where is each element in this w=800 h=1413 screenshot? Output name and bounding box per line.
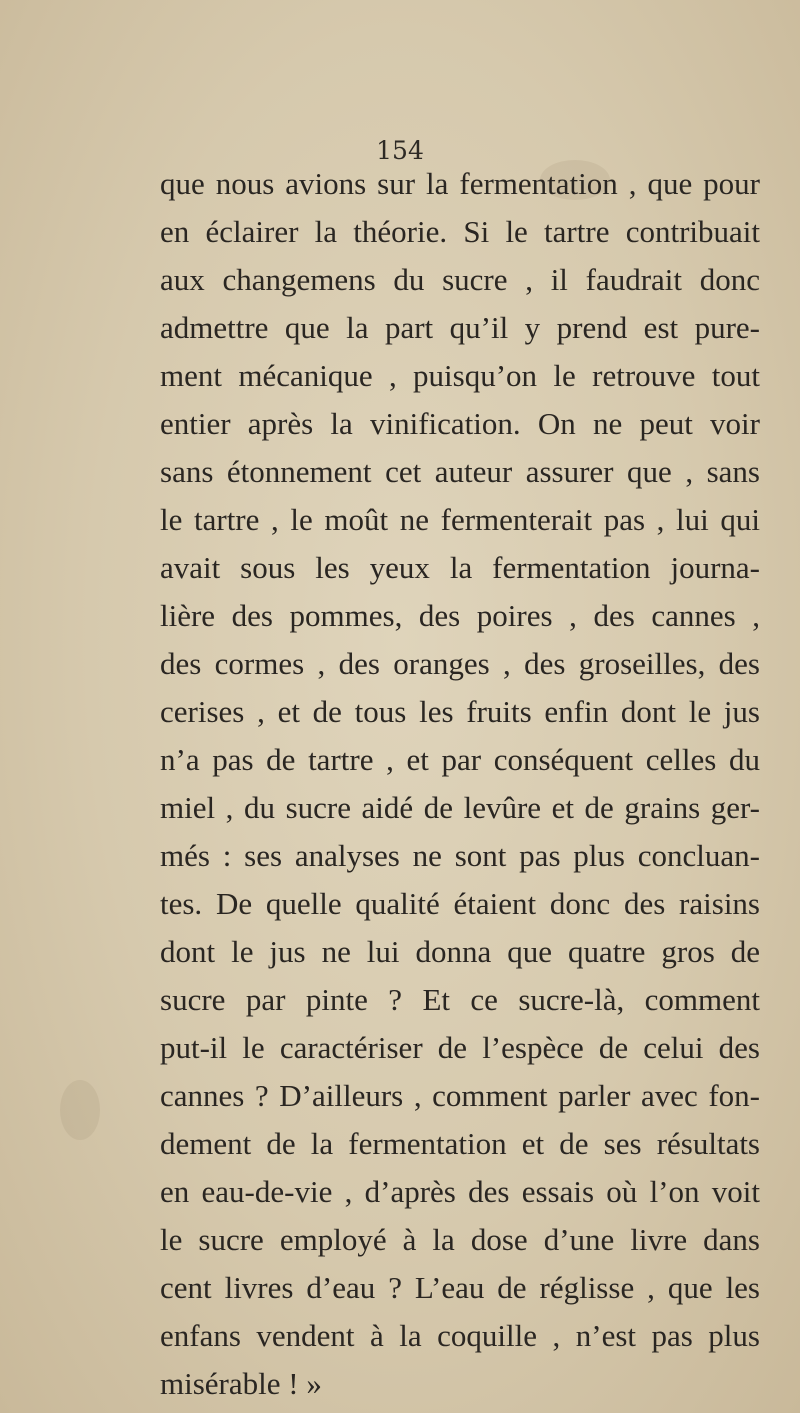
text-line: cannes ? D’ailleurs , comment parler avec fon- xyxy=(160,1078,760,1113)
text-line: dement de la fermentation et de ses résultats xyxy=(160,1126,760,1161)
text-line: aux changemens du sucre , il faudrait donc xyxy=(160,262,760,297)
text-line: misérable ! » xyxy=(160,1366,322,1401)
page-number: 154 xyxy=(376,136,424,165)
text-line: admettre que la part qu’il y prend est pure- xyxy=(160,310,760,345)
text-line: tes. De quelle qualité étaient donc des raisins xyxy=(160,886,760,921)
body-text xyxy=(160,160,760,1408)
text-line: des cormes , des oranges , des groseilles, des xyxy=(160,646,760,681)
text-line: entier après la vinification. On ne peut voir xyxy=(160,406,760,441)
text-line: le sucre employé à la dose d’une livre dans xyxy=(160,1222,760,1257)
text-line: en eau-de-vie , d’après des essais où l’on voit xyxy=(160,1174,760,1209)
text-line: sans étonnement cet auteur assurer que , sans xyxy=(160,454,760,489)
text-line: n’a pas de tartre , et par conséquent celles du xyxy=(160,742,760,777)
text-line: cerises , et de tous les fruits enfin dont le jus xyxy=(160,694,760,729)
text-line: més : ses analyses ne sont pas plus concluan- xyxy=(160,838,760,873)
text-line: dont le jus ne lui donna que quatre gros de xyxy=(160,934,760,969)
text-line: ment mécanique , puisqu’on le retrouve tout xyxy=(160,358,760,393)
text-line: enfans vendent à la coquille , n’est pas plus xyxy=(160,1318,760,1353)
text-line: miel , du sucre aidé de levûre et de grains ger- xyxy=(160,790,760,825)
text-line: le tartre , le moût ne fermenterait pas , lui qui xyxy=(160,502,760,537)
text-line: put-il le caractériser de l’espèce de celui des xyxy=(160,1030,760,1065)
text-line: sucre par pinte ? Et ce sucre-là, comment xyxy=(160,982,760,1017)
text-line: avait sous les yeux la fermentation journa- xyxy=(160,550,760,585)
text-line: en éclairer la théorie. Si le tartre contribuait xyxy=(160,214,760,249)
text-line: que nous avions sur la fermentation , que pour xyxy=(160,166,760,201)
text-line: lière des pommes, des poires , des cannes , xyxy=(160,598,760,633)
text-line: cent livres d’eau ? L’eau de réglisse , que les xyxy=(160,1270,760,1305)
paper-stain xyxy=(60,1080,100,1140)
